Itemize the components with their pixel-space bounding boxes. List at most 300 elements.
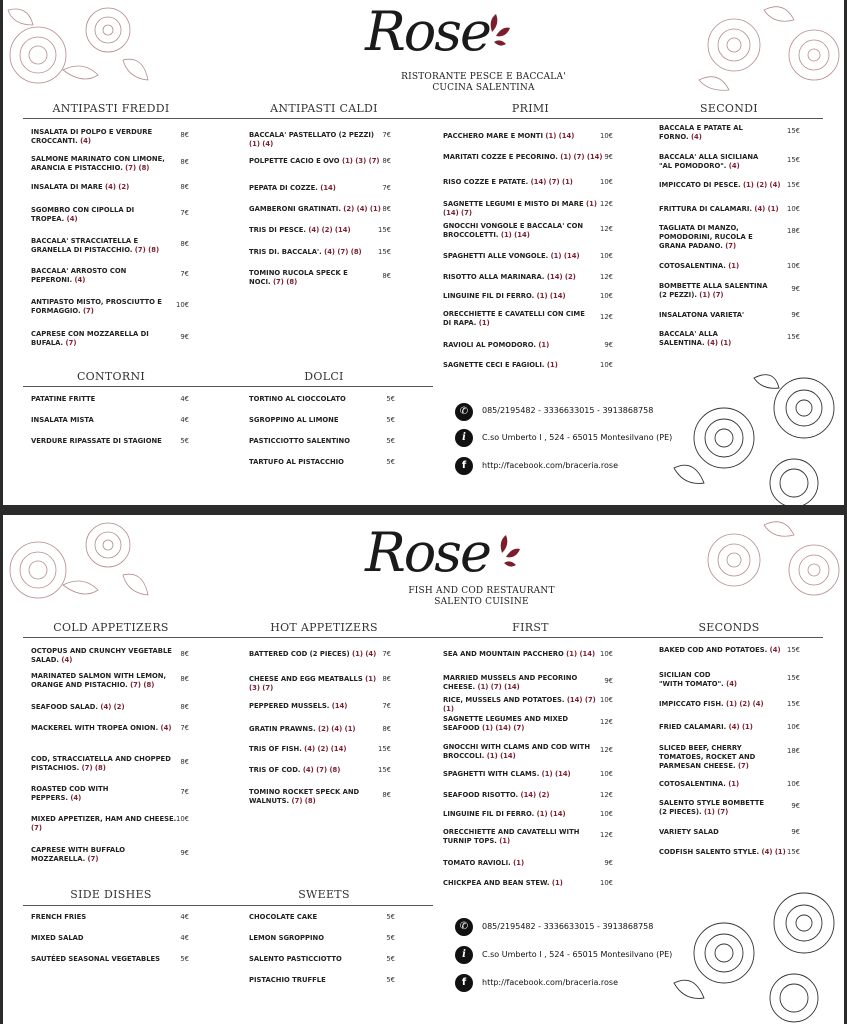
menu-item-price: 15€: [787, 674, 800, 682]
allergen-codes: (1) (3) (7): [249, 675, 377, 692]
menu-item-price: 15€: [787, 333, 800, 341]
menu-item-name: TOMINO ROCKET SPECK AND: [249, 788, 360, 796]
menu-item: [443, 791, 606, 800]
menu-item-price: 18€: [787, 227, 800, 235]
allergen-codes: (7) (8): [291, 797, 316, 805]
contact-address: C.so Umberto I , 524 - 65015 Montesilvano (PE): [482, 433, 673, 442]
allergen-codes: (1) (2) (4): [742, 181, 781, 189]
menu-item-price: 9€: [791, 828, 800, 836]
menu-item: [659, 744, 787, 771]
allergen-codes: (7): [737, 762, 749, 770]
menu-item: [659, 700, 787, 709]
menu-item-name: TORTINO AL CIOCCOLATO: [249, 395, 346, 403]
menu-item-price: 5€: [386, 437, 395, 445]
menu-item-name: MIXED SALAD: [31, 934, 84, 942]
allergen-codes: (7) (8): [272, 278, 298, 286]
menu-item-name: COTOSALENTINA. (1): [659, 780, 740, 788]
menu-item-price: 12€: [600, 746, 613, 754]
menu-item-name: RICE, MUSSELS AND POTATOES. (14) (7) (1): [443, 696, 596, 713]
menu-item-name: DI RAPA. (1): [443, 319, 490, 327]
menu-item-name: GAMBERONI GRATINATI. (2) (4) (1): [249, 205, 381, 213]
allergen-codes: (1): [538, 341, 550, 349]
menu-item-price: 7€: [382, 650, 391, 658]
allergen-codes: (4): [728, 162, 740, 170]
menu-item-name: CHEESE AND EGG MEATBALLS (1) (3) (7): [249, 675, 377, 692]
allergen-codes: (1) (14): [550, 252, 580, 260]
menu-item-name: CODFISH SALENTO STYLE. (4) (1): [659, 848, 786, 856]
menu-item: [31, 267, 179, 285]
allergen-codes: (4): [66, 215, 78, 223]
menu-item-name: SAGNETTE LEGUMES AND MIXED: [443, 715, 569, 723]
menu-item-name: SALENTINA. (4) (1): [659, 339, 732, 347]
menu-item-price: 5€: [386, 976, 395, 984]
menu-item-name: TRIS OF COD. (4) (7) (8): [249, 766, 341, 774]
menu-item: [659, 262, 787, 271]
menu-item: [443, 252, 606, 261]
menu-item: [31, 416, 179, 425]
menu-item: [659, 205, 787, 214]
menu-item-price: 12€: [600, 225, 613, 233]
menu-item: [249, 913, 387, 922]
menu-item-price: 10€: [176, 815, 189, 823]
section-title: SIDE DISHES: [70, 888, 152, 901]
allergen-codes: (4): [726, 680, 738, 688]
menu-item-price: 8€: [382, 205, 391, 213]
menu-item-price: 8€: [382, 725, 391, 733]
menu-item-price: 7€: [180, 270, 189, 278]
menu-item: [31, 647, 179, 665]
menu-item-name: MARITATI COZZE E PECORINO. (1) (7) (14): [443, 153, 603, 161]
menu-item-name: SAGNETTE LEGUMI E MISTO DI MARE (1) (14) (7): [443, 200, 597, 217]
menu-item-name: SLICED BEEF, CHERRY: [659, 744, 742, 752]
menu-item-price: 10€: [787, 780, 800, 788]
contact-facebook[interactable]: http://facebook.com/braceria.rose: [482, 461, 619, 470]
menu-item-price: 7€: [382, 702, 391, 710]
menu-item-name: BUFALA. (7): [31, 339, 77, 347]
menu-item: [443, 273, 606, 282]
menu-item-price: 5€: [180, 437, 189, 445]
menu-item-name: SEA AND MOUNTAIN PACCHERO (1) (14): [443, 650, 596, 658]
divider: [23, 905, 433, 906]
allergen-codes: (7) (8): [130, 681, 155, 689]
menu-item-name: SALAD. (4): [31, 656, 73, 664]
allergen-codes: (4) (2) (14): [308, 226, 351, 234]
menu-item: [443, 341, 606, 350]
menu-item-name: OCTOPUS AND CRUNCHY VEGETABLE: [31, 647, 172, 655]
menu-item-name: SAGNETTE CECI E FAGIOLI. (1): [443, 361, 558, 369]
menu-item-name: PEPATA DI COZZE. (14): [249, 184, 336, 192]
allergen-codes: (2) (4) (1): [343, 205, 381, 213]
allergen-codes: (4) (7) (8): [302, 766, 341, 774]
menu-item-name: TROPEA. (4): [31, 215, 78, 223]
allergen-codes: (7): [31, 824, 42, 832]
menu-item-price: 8€: [180, 240, 189, 248]
menu-item-price: 10€: [600, 361, 613, 369]
allergen-codes: (1): [551, 879, 563, 887]
menu-item-price: 12€: [600, 791, 613, 799]
menu-item-price: 5€: [386, 934, 395, 942]
menu-item: [31, 955, 179, 964]
menu-item: [249, 395, 387, 404]
facebook-icon: f: [455, 974, 473, 992]
menu-item-price: 9€: [791, 285, 800, 293]
menu-item-price: 10€: [787, 262, 800, 270]
menu-item: [659, 181, 787, 190]
menu-item: [31, 206, 179, 224]
menu-item-price: 5€: [386, 395, 395, 403]
menu-item-price: 10€: [600, 178, 613, 186]
allergen-codes: (1) (14): [545, 132, 575, 140]
menu-item-name: SPAGHETTI ALLE VONGOLE. (1) (14): [443, 252, 580, 260]
menu-item-name: ORECCHIETTE AND CAVATELLI WITH: [443, 828, 580, 836]
menu-item: [659, 153, 787, 171]
section-title: ANTIPASTI FREDDI: [52, 102, 170, 115]
menu-panel-italian: [3, 0, 844, 505]
menu-item-name: SAUTÉED SEASONAL VEGETABLES: [31, 955, 161, 963]
menu-item-price: 15€: [787, 181, 800, 189]
menu-item-name: CHOCOLATE CAKE: [249, 913, 318, 921]
menu-item: [659, 780, 787, 789]
menu-item-name: INSALATONA VARIETA': [659, 311, 745, 319]
menu-item-name: IMPICCATO DI PESCE. (1) (2) (4): [659, 181, 781, 189]
menu-item: [659, 224, 787, 251]
menu-item-name: WALNUTS. (7) (8): [249, 797, 316, 805]
menu-item-name: TARTUFO AL PISTACCHIO: [249, 458, 344, 466]
menu-item: [31, 183, 179, 192]
rose-outline-bottom-right: [664, 883, 844, 1024]
menu-panel-english: [3, 515, 844, 1024]
menu-item-price: 9€: [604, 341, 613, 349]
menu-item-name: SEAFOOD (1) (14) (7): [443, 724, 525, 732]
menu-item-price: 7€: [382, 131, 391, 139]
menu-item-price: 10€: [600, 252, 613, 260]
menu-item-name: BACCALA E PATATE AL: [659, 124, 743, 132]
menu-item-name: COTOSALENTINA. (1): [659, 262, 740, 270]
menu-item-name: INSALATA DI POLPO E VERDURE: [31, 128, 153, 136]
contact-address: C.so Umberto I , 524 - 65015 Montesilvano (PE): [482, 950, 673, 959]
menu-item-name: MACKEREL WITH TROPEA ONION. (4): [31, 724, 172, 732]
menu-item-name: MARINATED SALMON WITH LEMON,: [31, 672, 167, 680]
menu-item-name: COD, STRACCIATELLA AND CHOPPED: [31, 755, 171, 763]
allergen-codes: (4): [61, 656, 73, 664]
menu-item-name: PASTICCIOTTO SALENTINO: [249, 437, 350, 445]
phone-icon: ✆: [455, 403, 473, 421]
menu-item-name: SGROPPINO AL LIMONE: [249, 416, 339, 424]
menu-item-price: 9€: [604, 153, 613, 161]
allergen-codes: (1): [513, 859, 525, 867]
menu-item-name: VARIETY SALAD: [659, 828, 719, 836]
menu-item-name: BROCCOLI. (1) (14): [443, 752, 516, 760]
menu-item-name: VERDURE RIPASSATE DI STAGIONE: [31, 437, 162, 445]
menu-item-name: (2 PIECES). (1) (7): [659, 808, 729, 816]
menu-item-price: 10€: [600, 650, 613, 658]
menu-item: [659, 124, 787, 142]
allergen-codes: (14): [320, 184, 336, 192]
menu-item: [443, 715, 606, 733]
menu-item-name: SEAFOOD SALAD. (4) (2): [31, 703, 125, 711]
allergen-codes: (1) (14): [541, 770, 571, 778]
allergen-codes: (1) (14): [536, 292, 566, 300]
menu-item-name: CAPRESE CON MOZZARELLA DI: [31, 330, 149, 338]
menu-item-name: "AL POMODORO". (4): [659, 162, 740, 170]
menu-item-price: 12€: [600, 313, 613, 321]
menu-item-price: 18€: [787, 747, 800, 755]
menu-item: [443, 696, 606, 714]
menu-item-name: BACCALA' STRACCIATELLA E: [31, 237, 139, 245]
divider: [23, 118, 823, 119]
allergen-codes: (14) (2): [520, 791, 550, 799]
menu-item-name: GNOCCHI VONGOLE E BACCALA' CON: [443, 222, 584, 230]
menu-item-name: CHICKPEA AND BEAN STEW. (1): [443, 879, 563, 887]
allergen-codes: (4) (1): [728, 723, 753, 731]
menu-item-price: 5€: [386, 416, 395, 424]
menu-item: [31, 672, 179, 690]
menu-item-name: TOMINO RUCOLA SPECK E: [249, 269, 348, 277]
menu-item-name: INSALATA MISTA: [31, 416, 94, 424]
allergen-codes: (4) (2): [104, 183, 130, 191]
menu-item: [659, 330, 787, 348]
allergen-codes: (1) (14) (7): [443, 200, 597, 217]
menu-item: [443, 674, 606, 692]
menu-item-name: TRIS OF FISH. (4) (2) (14): [249, 745, 347, 753]
menu-item-price: 9€: [180, 849, 189, 857]
menu-item: [443, 810, 606, 819]
menu-item-name: BACCALA' ARROSTO CON: [31, 267, 127, 275]
menu-item: [443, 178, 606, 187]
menu-item: [659, 828, 787, 837]
menu-item: [31, 155, 179, 173]
menu-item-price: 9€: [791, 802, 800, 810]
menu-item: [31, 913, 179, 922]
menu-item-name: SPAGHETTI WITH CLAMS. (1) (14): [443, 770, 571, 778]
menu-item-price: 15€: [378, 248, 391, 256]
menu-item-name: SGOMBRO CON CIPOLLA DI: [31, 206, 135, 214]
allergen-codes: (4): [80, 137, 92, 145]
menu-item: [443, 770, 606, 779]
menu-item: [443, 859, 606, 868]
allergen-codes: (1) (14): [536, 810, 566, 818]
allergen-codes: (1) (7) (14): [560, 153, 603, 161]
section-title: PRIMI: [511, 102, 550, 115]
menu-item: [31, 724, 179, 733]
menu-item-price: 10€: [176, 301, 189, 309]
menu-item-name: LINGUINE FIL DI FERRO. (1) (14): [443, 292, 566, 300]
menu-item: [31, 815, 179, 833]
menu-item-name: FRIED CALAMARI. (4) (1): [659, 723, 753, 731]
menu-item-name: LEMON SGROPPINO: [249, 934, 325, 942]
menu-item-price: 7€: [382, 184, 391, 192]
allergen-codes: (14) (2): [546, 273, 576, 281]
contact-phone: 085/2195482 - 3336633015 - 3913868758: [482, 922, 654, 931]
allergen-codes: (4) (1): [761, 848, 786, 856]
menu-item: [443, 828, 606, 846]
allergen-codes: (1) (7): [703, 808, 729, 816]
menu-item-name: BOMBETTE ALLA SALENTINA: [659, 282, 768, 290]
menu-item: [31, 846, 179, 864]
menu-item-price: 5€: [180, 955, 189, 963]
allergen-codes: (1) (14): [500, 231, 530, 239]
allergen-codes: (4): [690, 133, 702, 141]
menu-item: [31, 437, 179, 446]
menu-item: [443, 310, 606, 328]
menu-item-name: NOCI. (7) (8): [249, 278, 298, 286]
menu-item-name: ARANCIA E PISTACCHIO. (7) (8): [31, 164, 150, 172]
menu-item-name: GRANA PADANO. (7): [659, 242, 737, 250]
menu-item-price: 12€: [600, 718, 613, 726]
menu-item: [249, 437, 387, 446]
menu-item-price: 10€: [600, 292, 613, 300]
allergen-codes: (7) (8): [81, 764, 106, 772]
menu-item-name: POMODORINI, RUCOLA E: [659, 233, 753, 241]
menu-item-price: 12€: [600, 273, 613, 281]
menu-item-name: BAKED COD AND POTATOES. (4): [659, 646, 781, 654]
menu-item-name: MARRIED MUSSELS AND PECORINO: [443, 674, 578, 682]
menu-item: [31, 703, 179, 712]
section-title: CONTORNI: [76, 370, 146, 383]
menu-item: [249, 955, 387, 964]
menu-item-name: FORNO. (4): [659, 133, 702, 141]
menu-item-price: 8€: [180, 675, 189, 683]
menu-item-price: 10€: [600, 770, 613, 778]
contact-facebook[interactable]: http://facebook.com/braceria.rose: [482, 978, 619, 987]
menu-item-price: 15€: [787, 646, 800, 654]
menu-item: [443, 292, 606, 301]
menu-item-price: 15€: [787, 848, 800, 856]
allergen-codes: (4) (1): [707, 339, 732, 347]
menu-item-price: 8€: [382, 272, 391, 280]
menu-item-name: IMPICCATO FISH. (1) (2) (4): [659, 700, 764, 708]
menu-item-price: 8€: [180, 131, 189, 139]
menu-item: [443, 200, 606, 218]
menu-item-name: FRITTURA DI CALAMARI. (4) (1): [659, 205, 779, 213]
menu-item: [443, 361, 606, 370]
menu-item-price: 8€: [382, 675, 391, 683]
menu-item: [443, 153, 606, 162]
menu-item-price: 9€: [791, 311, 800, 319]
allergen-codes: (1) (2) (4): [726, 700, 764, 708]
section-title: COLD APPETIZERS: [53, 621, 169, 634]
menu-item: [659, 282, 787, 300]
menu-item-price: 10€: [600, 879, 613, 887]
logo-wordmark: Rose: [365, 0, 490, 63]
allergen-codes: (4): [74, 276, 86, 284]
info-icon: i: [455, 946, 473, 964]
menu-item-name: MIXED APPETIZER, HAM AND CHEESE. (7): [31, 815, 177, 832]
menu-item: [443, 650, 606, 659]
menu-item-name: ORECCHIETTE E CAVATELLI CON CIME: [443, 310, 585, 318]
allergen-codes: (7) (8): [134, 246, 160, 254]
allergen-codes: (1) (4): [352, 650, 377, 658]
menu-item-price: 10€: [600, 810, 613, 818]
allergen-codes: (4): [769, 646, 781, 654]
menu-item-name: INSALATA DI MARE (4) (2): [31, 183, 130, 191]
menu-item-price: 7€: [180, 724, 189, 732]
menu-item-price: 12€: [600, 200, 613, 208]
menu-item-price: 8€: [382, 157, 391, 165]
menu-item-price: 8€: [180, 183, 189, 191]
logo: [3, 2, 844, 62]
menu-item-price: 12€: [600, 831, 613, 839]
menu-item: [443, 132, 606, 141]
menu-item-name: "WITH TOMATO". (4): [659, 680, 738, 688]
menu-item: [249, 934, 387, 943]
menu-item-name: SICILIAN COD: [659, 671, 711, 679]
menu-item-name: TOMATOES, ROCKET AND: [659, 753, 756, 761]
menu-item-name: PATATINE FRITTE: [31, 395, 96, 403]
section-title: SWEETS: [298, 888, 350, 901]
allergen-codes: (1): [499, 837, 511, 845]
menu-item: [659, 671, 787, 689]
leaf-icon: [496, 533, 522, 573]
menu-item-price: 9€: [180, 333, 189, 341]
menu-item: [249, 416, 387, 425]
allergen-codes: (7): [82, 307, 94, 315]
menu-item: [659, 723, 787, 732]
subtitle-line-2: CUCINA SALENTINA: [432, 83, 535, 93]
menu-item-price: 15€: [787, 700, 800, 708]
menu-item-price: 4€: [180, 395, 189, 403]
facebook-icon: f: [455, 457, 473, 475]
menu-item-name: SALENTO PASTICCIOTTO: [249, 955, 342, 963]
allergen-codes: (14) (7) (1): [443, 696, 596, 713]
allergen-codes: (1) (14): [486, 752, 516, 760]
section-title: FIRST: [512, 621, 549, 634]
menu-item-price: 8€: [180, 650, 189, 658]
leaf-icon: [486, 12, 512, 52]
menu-item-name: SALENTO STYLE BOMBETTE: [659, 799, 765, 807]
contact-phone: 085/2195482 - 3336633015 - 3913868758: [482, 406, 654, 415]
info-icon: i: [455, 429, 473, 447]
menu-item-name: CROCCANTI. (4): [31, 137, 92, 145]
allergen-codes: (4) (1): [754, 205, 779, 213]
allergen-codes: (2) (4) (1): [317, 725, 356, 733]
menu-item-price: 10€: [787, 205, 800, 213]
menu-item: [31, 298, 179, 316]
menu-item-price: 8€: [180, 703, 189, 711]
menu-item: [443, 743, 606, 761]
menu-item-price: 5€: [386, 458, 395, 466]
subtitle-line-1: RISTORANTE PESCE E BACCALA': [401, 72, 566, 82]
menu-item: [659, 848, 787, 857]
divider: [23, 637, 823, 638]
menu-item-name: ANTIPASTO MISTO, PROSCIUTTO E: [31, 298, 162, 306]
menu-item: [31, 395, 179, 404]
menu-item: [443, 879, 606, 888]
menu-item-name: TAGLIATA DI MANZO,: [659, 224, 739, 232]
menu-item-price: 9€: [604, 677, 613, 685]
phone-icon: ✆: [455, 918, 473, 936]
logo: [3, 523, 844, 583]
menu-item-price: 5€: [386, 913, 395, 921]
menu-item-price: 10€: [600, 696, 613, 704]
allergen-codes: (7): [725, 242, 737, 250]
menu-item-name: CHEESE. (1) (7) (14): [443, 683, 520, 691]
menu-item-name: TRIS DI PESCE. (4) (2) (14): [249, 226, 351, 234]
section-title: ANTIPASTI CALDI: [270, 102, 378, 115]
menu-item-price: 8€: [180, 158, 189, 166]
menu-item-name: POLPETTE CACIO E OVO (1) (3) (7): [249, 157, 380, 165]
menu-item-name: ORANGE AND PISTACHIO. (7) (8): [31, 681, 155, 689]
menu-item-price: 15€: [378, 226, 391, 234]
menu-item-name: PISTACHIO TRUFFLE: [249, 976, 326, 984]
allergen-codes: (1): [728, 780, 740, 788]
section-title: HOT APPETIZERS: [270, 621, 378, 634]
menu-item: [31, 785, 179, 803]
menu-item-name: GRANELLA DI PISTACCHIO. (7) (8): [31, 246, 160, 254]
section-title: SECONDS: [698, 621, 760, 634]
allergen-codes: (7): [65, 339, 77, 347]
menu-item-price: 10€: [787, 723, 800, 731]
